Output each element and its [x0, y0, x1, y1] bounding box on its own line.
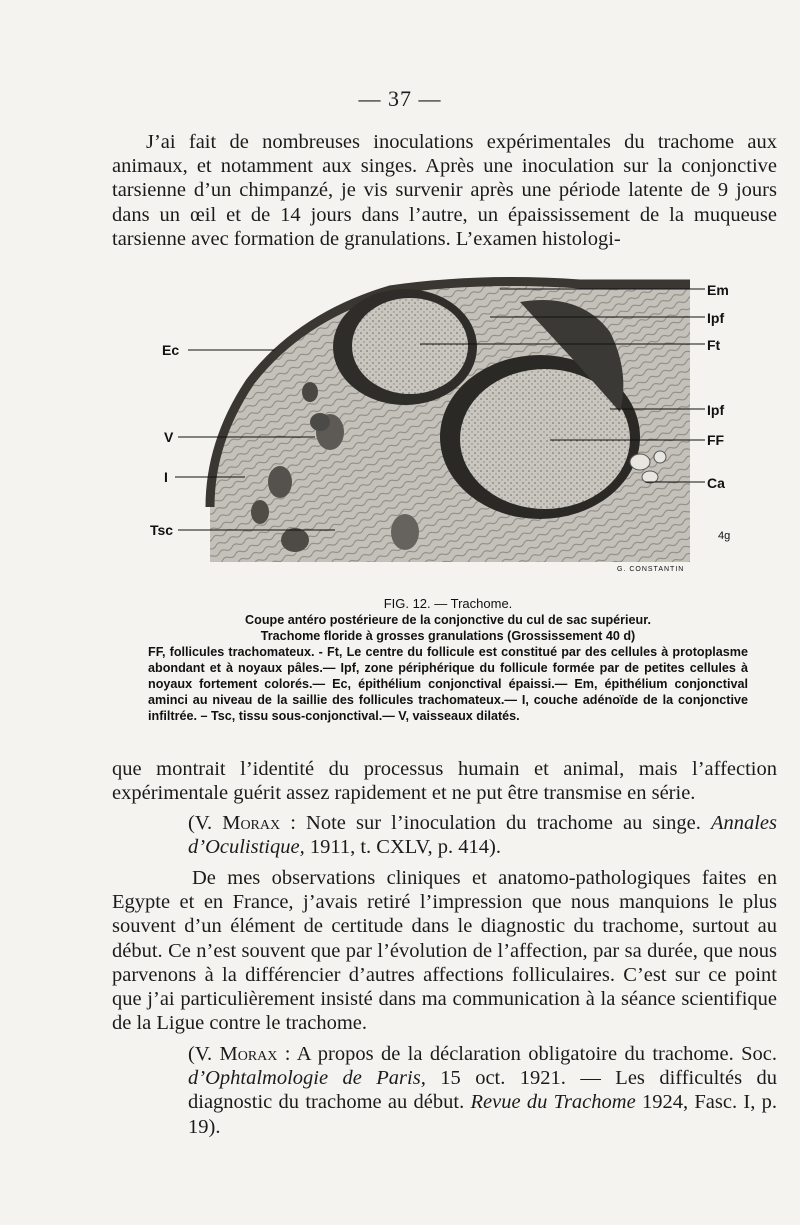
- paragraph-3: De mes observations cliniques et anatomo-pathologiques faites en Egypte et en France, j’avais retiré l’impression que nous manquions le plus souvent d’un élément de certitude dans le diagnostic du trachome, surtout au début. Ce n’est souvent que par l’évolution de l’affection, par sa durée, que nous parvenons à la différencier d’autres affections folliculaires. C’est sur ce point que j’ai particulièrement insisté dans ma communication à la séance scientifique de la Ligue contre le trachome.: [112, 867, 777, 1035]
- label-ft: Ft: [707, 337, 721, 353]
- page-number: — 37 —: [358, 86, 442, 111]
- label-i: I: [164, 469, 168, 485]
- ref1-journal: Annales d’Oculistique,: [188, 812, 777, 859]
- paragraph-1: J’ai fait de nombreuses inoculations expérimentales du trachome aux animaux, et notamment aux singes. Après une inoculation sur la conjonctive tarsienne d’un chimpanzé, je vis survenir après une période latente de 9 jours dans un œil et de 14 jours dans l’autre, un épaississement de la muqueuse tarsienne avec formation de granulations. L’examen histologi-: [112, 131, 777, 250]
- caption-line-2: Coupe antéro postérieure de la conjonctive du cul de sac supérieur.: [245, 613, 651, 627]
- label-ipf-2: Ipf: [707, 402, 725, 418]
- label-ipf-1: Ipf: [707, 310, 725, 326]
- caption-title: FIG. 12. — Trachome.: [383, 596, 513, 611]
- ref1-text: : Note sur l’inoculation du trachome au singe.: [280, 812, 711, 834]
- figure-mark: 4g: [718, 530, 731, 542]
- label-ca: Ca: [707, 475, 725, 491]
- figure-histology: [150, 272, 740, 582]
- label-ff: FF: [707, 432, 725, 448]
- label-tsc: Tsc: [150, 522, 174, 538]
- label-ec: Ec: [162, 342, 180, 358]
- histology-drawing: [150, 272, 740, 582]
- ref2-journal-1: d’Ophtalmologie de Paris,: [188, 1067, 426, 1090]
- ref1-open: (V.: [188, 812, 223, 834]
- ref2-open: (V.: [188, 1043, 220, 1065]
- ref1-author: Morax: [222, 812, 281, 834]
- ref2-author: Morax: [219, 1043, 278, 1065]
- ref2-journal-2: Revue du Trachome: [470, 1091, 636, 1114]
- reference-1: [188, 811, 777, 859]
- caption-line-3: Trachome floride à grosses granulations (Grossissement 40 d): [260, 629, 636, 643]
- artist-signature: G. CONSTANTIN: [617, 566, 685, 573]
- paragraph-2: que montrait l’identité du processus humain et animal, mais l’affection expérimentale guérit assez rapidement et ne put être transmise en série.: [112, 758, 777, 805]
- caption-legend: FF, follicules trachomateux. - Ft, Le centre du follicule est constitué par des cellules à protoplasme abondant et à noyaux pâles.— Ipf, zone périphérique du follicule formée par de petites cellules à noyaux fortement colorés.— Ec, épithélium conjonctival épaissi.— Em, épithélium conjonctival aminci au niveau de la saillie des follicules trachomateux.— I, couche adénoïde de la conjonctive infiltrée. – Tsc, tissu sous-conjonctival.— V, vaisseaux dilatés.: [148, 645, 748, 723]
- label-v: V: [164, 429, 174, 445]
- reference-2: [188, 1042, 777, 1139]
- figure-caption: [148, 596, 748, 724]
- ref1-rest: 1911, t. CXLV, p. 414).: [304, 836, 502, 859]
- ref2-mid: 15 oct. 1921. — Les difficultés du diagnostic du trachome au début.: [188, 1067, 778, 1114]
- label-em: Em: [707, 282, 729, 298]
- ref2-text: : A propos de la déclaration obligatoire du trachome. Soc.: [277, 1043, 777, 1065]
- ref2-rest: 1924, Fasc. I, p. 19).: [188, 1091, 777, 1138]
